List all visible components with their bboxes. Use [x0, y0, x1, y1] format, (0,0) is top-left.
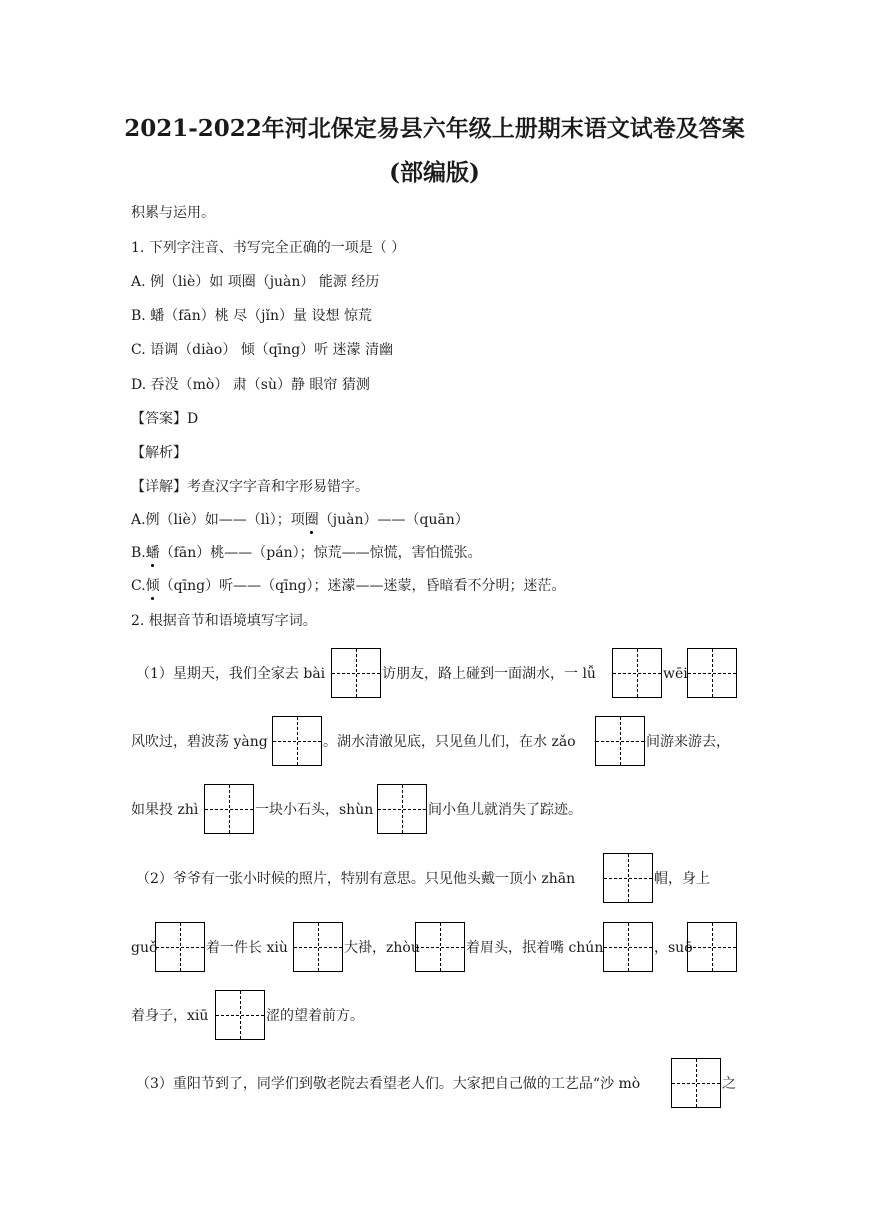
q2-p3-text-a: （3）重阳节到了，同学们到敬老院去看望老人们。大家把自己做的工艺品“沙 mò	[136, 1076, 641, 1092]
answer-box-mo[interactable]	[671, 1058, 721, 1108]
q2-p1-text-h: 一块小石头，shùn	[255, 802, 374, 818]
answer-box-guo[interactable]	[155, 922, 205, 972]
answer-box-shun[interactable]	[377, 784, 427, 834]
section-heading: 积累与运用。	[131, 205, 215, 221]
q2-p2-text-c: guǒ	[131, 940, 158, 956]
answer-box-zhou[interactable]	[415, 922, 465, 972]
q2-p1-text-f: 间游来游去，	[646, 734, 730, 750]
q2-stem: 2. 根据音节和语境填写字词。	[131, 613, 317, 629]
q1-answer: 【答案】D	[131, 411, 199, 427]
answer-box-bai[interactable]	[331, 648, 381, 698]
q1-explanation-a: A.例（liè）如——（lì）；项圈（juàn）——（quān）	[131, 512, 469, 528]
q1-option-c: C. 语调（diào） 倾（qīng）听 迷濛 清幽	[131, 342, 394, 358]
answer-box-lv[interactable]	[612, 648, 662, 698]
q1-analysis-label: 【解析】	[131, 445, 187, 461]
q2-p1-text-g: 如果投 zhì	[131, 802, 199, 818]
q2-p1-text-a: （1）星期天，我们全家去 bài	[136, 666, 326, 682]
q1-option-d: D. 吞没（mò） 肃（sù）静 眼帘 猜测	[131, 377, 370, 393]
q2-p2-text-e: 大褂，zhòu	[344, 940, 420, 956]
q1-option-a: A. 例（liè）如 项圈（juàn） 能源 经历	[131, 274, 380, 290]
q2-p3-text-b: 之	[722, 1076, 736, 1092]
answer-box-xiu2[interactable]	[215, 990, 265, 1040]
q1-detail: 【详解】考查汉字字音和字形易错字。	[131, 479, 369, 495]
q2-p2-text-g: ，suō	[654, 940, 693, 956]
q2-p2-text-b: 帽，身上	[654, 871, 710, 887]
answer-box-xiu[interactable]	[293, 922, 343, 972]
answer-box-suo[interactable]	[687, 922, 737, 972]
answer-box-yang[interactable]	[272, 716, 322, 766]
q1-explanation-c: C.倾（qīng）听——（qīng）；迷濛——迷蒙，昏暗看不分明；迷茫。	[131, 578, 566, 594]
q2-p2-text-d: 着一件长 xiù	[206, 940, 288, 956]
q2-p2-text-f: 着眉头，抿着嘴 chún	[466, 940, 604, 956]
answer-box-wei[interactable]	[687, 648, 737, 698]
q2-p2-text-i: 涩的望着前方。	[266, 1008, 364, 1024]
q1-explanation-b: B.蟠（fān）桃——（pán）；惊荒——惊慌，害怕慌张。	[131, 545, 482, 561]
q2-p2-text-h: 着身子，xiū	[131, 1008, 209, 1024]
q2-p2-text-a: （2）爷爷有一张小时候的照片，特别有意思。只见他头戴一顶小 zhān	[136, 871, 576, 887]
answer-box-zao[interactable]	[595, 716, 645, 766]
answer-box-zhi[interactable]	[204, 784, 254, 834]
answer-box-chun[interactable]	[603, 922, 653, 972]
answer-box-zhan[interactable]	[603, 853, 653, 903]
q2-p1-text-e: 。湖水清澈见底，只见鱼儿们，在水 zǎo	[323, 734, 576, 750]
q2-p1-text-c: wēi	[663, 666, 688, 682]
q2-p1-text-d: 风吹过，碧波荡 yàng	[131, 734, 268, 750]
doc-title-line1: 2021-2022年河北保定易县六年级上册期末语文试卷及答案	[124, 115, 745, 142]
q1-option-b: B. 蟠（fān）桃 尽（jǐn）量 设想 惊荒	[131, 308, 372, 324]
doc-title-line2: (部编版)	[389, 159, 480, 186]
q2-p1-text-i: 间小鱼儿就消失了踪迹。	[428, 802, 582, 818]
q1-stem: 1. 下列字注音、书写完全正确的一项是（ ）	[131, 240, 406, 256]
q2-p1-text-b: 访朋友，路上碰到一面湖水，一 lǚ	[382, 666, 596, 682]
